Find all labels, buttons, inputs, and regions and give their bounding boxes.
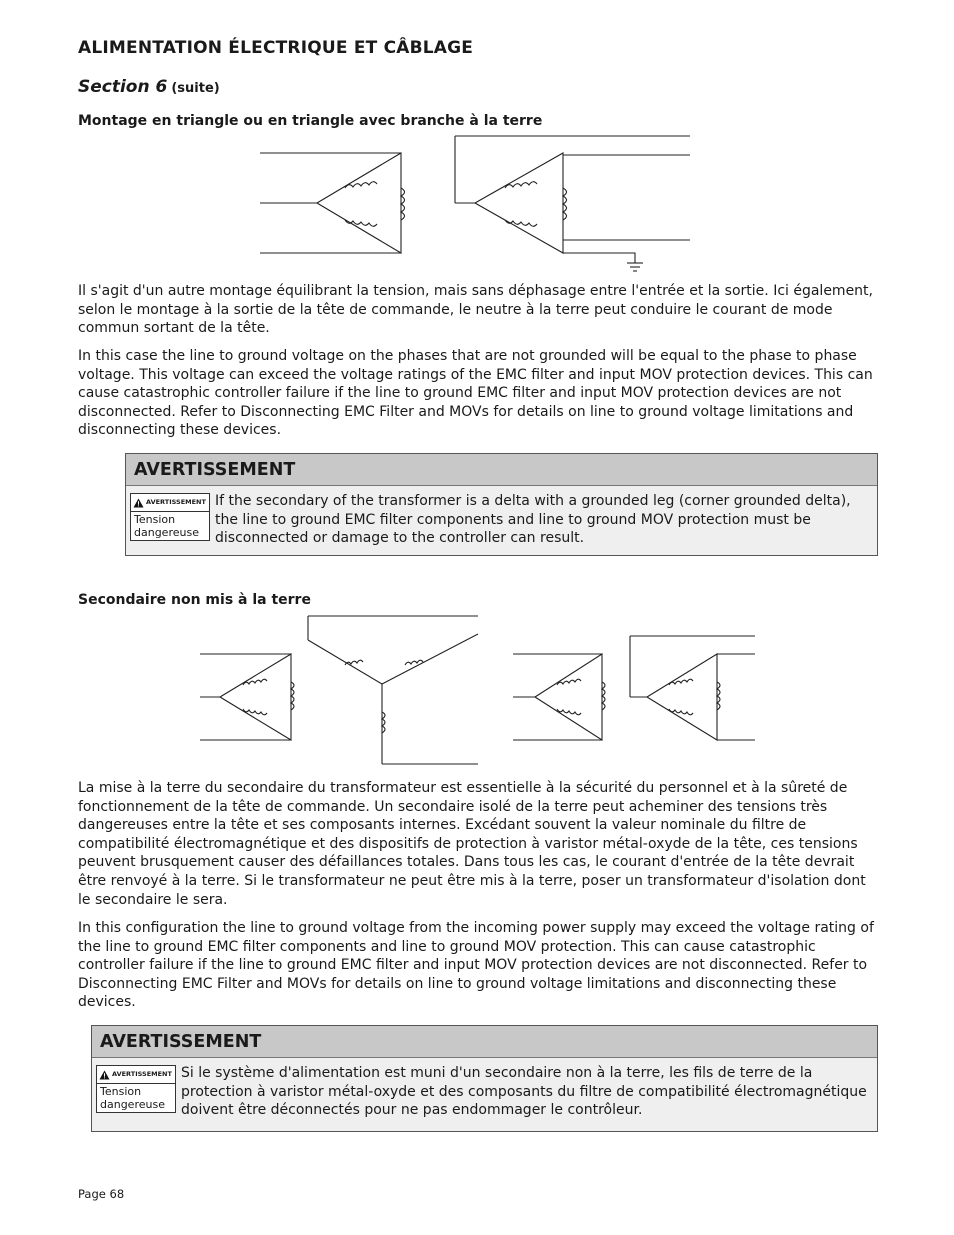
hazard-label-top: AVERTISSEMENT (112, 1070, 172, 1078)
warning-title: AVERTISSEMENT (92, 1026, 877, 1058)
hazard-label-text: Tension dangereuse (100, 1085, 165, 1111)
warning-text: If the secondary of the transformer is a delta with a grounded leg (corner grounded delta), the line to ground EMC filter components and line to ground MOV protection must be disconnected or damage to the controller can result. (215, 493, 851, 546)
section-number: Section 6 (78, 77, 168, 97)
hazard-label (130, 493, 210, 541)
paragraph-ungrounded-en: In this configuration the line to ground voltage from the incoming power supply may exceed the voltage rating of the line to ground EMC filter components and line to ground MOV protection. This can cause catastrophic controller failure if the line to ground EMC filter and input MOV protection devices are not disconnected. Refer to Disconnecting EMC Filter and MOVs for details on line to ground voltage limitations and disconnecting these devices. (78, 920, 874, 1011)
warning-box-delta (125, 453, 878, 556)
paragraph-delta-en: In this case the line to ground voltage on the phases that are not grounded will be equal to the phase to phase voltage. This voltage can exceed the voltage ratings of the EMC filter and input MOV protection devices. This can cause catastrophic controller failure if the line to ground EMC filter and input MOV protection devices are not disconnected. Refer to Disconnecting EMC Filter and MOVs for details on line to ground voltage limitations and disconnecting these devices. (78, 348, 873, 439)
hazard-label (96, 1065, 176, 1113)
paragraph-ungrounded-fr: La mise à la terre du secondaire du transformateur est essentielle à la sécurité du personnel et à la sûreté de fonctionnement de la tête de commande. Un secondaire isolé de la terre peut acheminer des tensions très dangereuses entre la tête et ses composants internes. Excédant souvent la valeur nominale du filtre de compatibilité électromagnétique et des dispositifs de protection à varistor métal-oxyde de la tête, ces tensions peuvent brusquement causer des défaillances totales. Dans tous les cas, le courant d'entrée de la tête devrait être renvoyé à la terre. Si le transformateur ne peut être mis à la terre, poser un transformateur d'isolation dont le secondaire le sera. (78, 780, 866, 908)
warning-triangle-icon (133, 498, 144, 508)
delta-transformer-b (513, 654, 605, 740)
delta-wiring-diagram (255, 133, 695, 278)
subheading-ungrounded: Secondaire non mis à la terre (78, 592, 311, 608)
delta-transformer-a (200, 654, 294, 740)
subheading-delta: Montage en triangle ou en triangle avec branche à la terre (78, 113, 543, 129)
delta-transformer-c (630, 636, 755, 740)
warning-box-ungrounded (91, 1025, 878, 1132)
hazard-label-top: AVERTISSEMENT (146, 498, 206, 506)
paragraph-delta-fr: Il s'agit d'un autre montage équilibrant la tension, mais sans déphasage entre l'entrée et la sortie. Ici également, selon le montage à la sortie de la tête de commande, le neutre à la terre peut conduire le courant de mode commun sortant de la tête. (78, 283, 873, 337)
hazard-label-text: Tension dangereuse (134, 513, 199, 539)
section-suffix: (suite) (171, 81, 220, 96)
wye-transformer (308, 616, 478, 764)
section-title (78, 77, 220, 97)
ungrounded-wiring-diagram (195, 612, 760, 772)
warning-text: Si le système d'alimentation est muni d'un secondaire non à la terre, les fils de terre de la protection à varistor métal-oxyde et des composants du filtre de compatibilité électromagnétique doivent être déconnectés pour ne pas endommager le contrôleur. (181, 1065, 867, 1118)
page-heading: ALIMENTATION ÉLECTRIQUE ET CÂBLAGE (78, 38, 474, 58)
warning-triangle-icon (99, 1070, 110, 1080)
ground-symbol-icon (627, 263, 643, 271)
corner-grounded-delta-right (455, 136, 690, 263)
page-number: Page 68 (78, 1187, 125, 1201)
delta-transformer-left (260, 153, 405, 253)
warning-title: AVERTISSEMENT (126, 454, 877, 486)
